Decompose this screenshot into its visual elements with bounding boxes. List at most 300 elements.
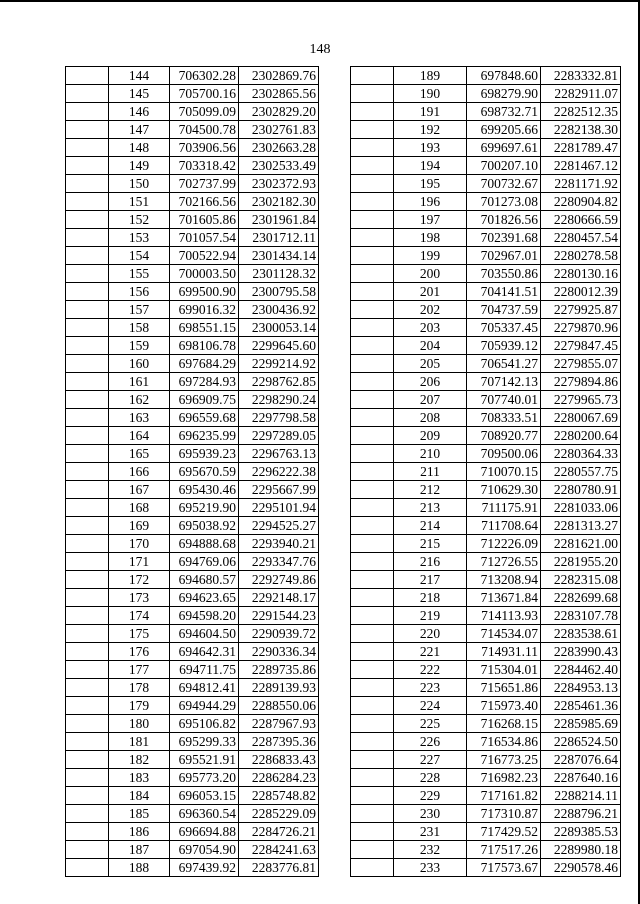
x-coordinate-cell: 698106.78 [170, 337, 239, 355]
x-coordinate-cell: 701057.54 [170, 229, 239, 247]
x-coordinate-cell: 694888.68 [170, 535, 239, 553]
y-coordinate-cell: 2285229.09 [239, 805, 319, 823]
blank-cell [351, 607, 394, 625]
blank-cell [351, 103, 394, 121]
x-coordinate-cell: 694642.31 [170, 643, 239, 661]
table-row [351, 841, 621, 859]
x-coordinate-cell: 699500.90 [170, 283, 239, 301]
point-number-cell: 181 [109, 733, 170, 751]
y-coordinate-cell: 2289735.86 [239, 661, 319, 679]
x-coordinate-cell: 695773.20 [170, 769, 239, 787]
point-number-cell: 178 [109, 679, 170, 697]
y-coordinate-cell: 2279855.07 [541, 355, 621, 373]
table-row [66, 247, 319, 265]
x-coordinate-cell: 702391.68 [467, 229, 541, 247]
point-number-cell: 233 [394, 859, 467, 877]
x-coordinate-cell: 697284.93 [170, 373, 239, 391]
blank-cell [351, 445, 394, 463]
blank-cell [66, 139, 109, 157]
blank-cell [66, 427, 109, 445]
point-number-cell: 161 [109, 373, 170, 391]
table-row [351, 427, 621, 445]
y-coordinate-cell: 2279965.73 [541, 391, 621, 409]
x-coordinate-cell: 714113.93 [467, 607, 541, 625]
point-number-cell: 212 [394, 481, 467, 499]
point-number-cell: 231 [394, 823, 467, 841]
point-number-cell: 201 [394, 283, 467, 301]
point-number-cell: 151 [109, 193, 170, 211]
point-number-cell: 153 [109, 229, 170, 247]
y-coordinate-cell: 2284462.40 [541, 661, 621, 679]
blank-cell [351, 733, 394, 751]
blank-cell [66, 859, 109, 877]
x-coordinate-cell: 694812.41 [170, 679, 239, 697]
table-row [351, 805, 621, 823]
x-coordinate-cell: 714534.07 [467, 625, 541, 643]
x-coordinate-cell: 714931.11 [467, 643, 541, 661]
point-number-cell: 169 [109, 517, 170, 535]
blank-cell [351, 589, 394, 607]
blank-cell [351, 319, 394, 337]
blank-cell [66, 85, 109, 103]
blank-cell [351, 859, 394, 877]
x-coordinate-cell: 699697.61 [467, 139, 541, 157]
y-coordinate-cell: 2289980.18 [541, 841, 621, 859]
blank-cell [66, 409, 109, 427]
blank-cell [351, 661, 394, 679]
y-coordinate-cell: 2290939.72 [239, 625, 319, 643]
x-coordinate-cell: 711708.64 [467, 517, 541, 535]
blank-cell [66, 625, 109, 643]
blank-cell [351, 553, 394, 571]
x-coordinate-cell: 694604.50 [170, 625, 239, 643]
point-number-cell: 211 [394, 463, 467, 481]
point-number-cell: 157 [109, 301, 170, 319]
x-coordinate-cell: 694711.75 [170, 661, 239, 679]
x-coordinate-cell: 695430.46 [170, 481, 239, 499]
x-coordinate-cell: 717429.52 [467, 823, 541, 841]
y-coordinate-cell: 2286833.43 [239, 751, 319, 769]
blank-cell [66, 733, 109, 751]
x-coordinate-cell: 704737.59 [467, 301, 541, 319]
point-number-cell: 220 [394, 625, 467, 643]
x-coordinate-cell: 696235.99 [170, 427, 239, 445]
blank-cell [351, 409, 394, 427]
x-coordinate-cell: 707740.01 [467, 391, 541, 409]
table-row [66, 355, 319, 373]
table-row [66, 625, 319, 643]
table-row [351, 625, 621, 643]
table-row [351, 265, 621, 283]
y-coordinate-cell: 2282138.30 [541, 121, 621, 139]
table-row [66, 571, 319, 589]
x-coordinate-cell: 716268.15 [467, 715, 541, 733]
point-number-cell: 163 [109, 409, 170, 427]
table-row [351, 499, 621, 517]
table-row [66, 823, 319, 841]
y-coordinate-cell: 2280557.75 [541, 463, 621, 481]
blank-cell [66, 103, 109, 121]
x-coordinate-cell: 705099.09 [170, 103, 239, 121]
blank-cell [66, 337, 109, 355]
x-coordinate-cell: 709500.06 [467, 445, 541, 463]
y-coordinate-cell: 2287967.93 [239, 715, 319, 733]
y-coordinate-cell: 2291544.23 [239, 607, 319, 625]
table-row [66, 859, 319, 877]
point-number-cell: 189 [394, 67, 467, 85]
point-number-cell: 224 [394, 697, 467, 715]
point-number-cell: 165 [109, 445, 170, 463]
x-coordinate-cell: 711175.91 [467, 499, 541, 517]
x-coordinate-cell: 701273.08 [467, 193, 541, 211]
point-number-cell: 204 [394, 337, 467, 355]
point-number-cell: 160 [109, 355, 170, 373]
table-row [66, 193, 319, 211]
blank-cell [351, 823, 394, 841]
point-number-cell: 186 [109, 823, 170, 841]
x-coordinate-cell: 703906.56 [170, 139, 239, 157]
table-row [66, 229, 319, 247]
table-row [351, 373, 621, 391]
blank-cell [66, 751, 109, 769]
blank-cell [66, 319, 109, 337]
blank-cell [351, 355, 394, 373]
table-row [351, 211, 621, 229]
y-coordinate-cell: 2300436.92 [239, 301, 319, 319]
point-number-cell: 203 [394, 319, 467, 337]
table-row [351, 733, 621, 751]
x-coordinate-cell: 694680.57 [170, 571, 239, 589]
point-number-cell: 185 [109, 805, 170, 823]
x-coordinate-cell: 696909.75 [170, 391, 239, 409]
x-coordinate-cell: 696053.15 [170, 787, 239, 805]
y-coordinate-cell: 2281171.92 [541, 175, 621, 193]
blank-cell [66, 589, 109, 607]
table-row [351, 391, 621, 409]
y-coordinate-cell: 2279925.87 [541, 301, 621, 319]
blank-cell [351, 211, 394, 229]
blank-cell [66, 697, 109, 715]
y-coordinate-cell: 2280278.58 [541, 247, 621, 265]
blank-cell [66, 517, 109, 535]
blank-cell [351, 337, 394, 355]
table-row [66, 661, 319, 679]
point-number-cell: 168 [109, 499, 170, 517]
point-number-cell: 227 [394, 751, 467, 769]
page-number: 148 [309, 42, 331, 57]
table-row [66, 391, 319, 409]
y-coordinate-cell: 2292749.86 [239, 571, 319, 589]
x-coordinate-cell: 697684.29 [170, 355, 239, 373]
x-coordinate-cell: 695670.59 [170, 463, 239, 481]
point-number-cell: 216 [394, 553, 467, 571]
y-coordinate-cell: 2283332.81 [541, 67, 621, 85]
table-row [351, 319, 621, 337]
y-coordinate-cell: 2281955.20 [541, 553, 621, 571]
blank-cell [351, 481, 394, 499]
y-coordinate-cell: 2281789.47 [541, 139, 621, 157]
table-row [351, 589, 621, 607]
x-coordinate-cell: 713208.94 [467, 571, 541, 589]
y-coordinate-cell: 2297289.05 [239, 427, 319, 445]
y-coordinate-cell: 2290578.46 [541, 859, 621, 877]
x-coordinate-cell: 706302.28 [170, 67, 239, 85]
x-coordinate-cell: 697054.90 [170, 841, 239, 859]
y-coordinate-cell: 2285461.36 [541, 697, 621, 715]
table-row [66, 499, 319, 517]
x-coordinate-cell: 706541.27 [467, 355, 541, 373]
table-row [351, 787, 621, 805]
x-coordinate-cell: 700732.67 [467, 175, 541, 193]
y-coordinate-cell: 2287640.16 [541, 769, 621, 787]
y-coordinate-cell: 2281033.06 [541, 499, 621, 517]
table-row [351, 463, 621, 481]
x-coordinate-cell: 701605.86 [170, 211, 239, 229]
x-coordinate-cell: 716773.25 [467, 751, 541, 769]
x-coordinate-cell: 695106.82 [170, 715, 239, 733]
table-row [66, 517, 319, 535]
blank-cell [66, 193, 109, 211]
table-row [66, 445, 319, 463]
y-coordinate-cell: 2280067.69 [541, 409, 621, 427]
point-number-cell: 154 [109, 247, 170, 265]
table-row [66, 589, 319, 607]
y-coordinate-cell: 2299645.60 [239, 337, 319, 355]
table-row [351, 337, 621, 355]
table-row [66, 283, 319, 301]
blank-cell [351, 67, 394, 85]
coordinate-table-left [65, 66, 319, 877]
x-coordinate-cell: 716534.86 [467, 733, 541, 751]
y-coordinate-cell: 2280130.16 [541, 265, 621, 283]
x-coordinate-cell: 717161.82 [467, 787, 541, 805]
point-number-cell: 179 [109, 697, 170, 715]
point-number-cell: 172 [109, 571, 170, 589]
table-row [351, 193, 621, 211]
blank-cell [66, 841, 109, 859]
blank-cell [66, 157, 109, 175]
point-number-cell: 194 [394, 157, 467, 175]
point-number-cell: 156 [109, 283, 170, 301]
x-coordinate-cell: 700207.10 [467, 157, 541, 175]
y-coordinate-cell: 2293940.21 [239, 535, 319, 553]
x-coordinate-cell: 702967.01 [467, 247, 541, 265]
point-number-cell: 149 [109, 157, 170, 175]
table-row [351, 103, 621, 121]
x-coordinate-cell: 700003.50 [170, 265, 239, 283]
x-coordinate-cell: 703550.86 [467, 265, 541, 283]
point-number-cell: 174 [109, 607, 170, 625]
y-coordinate-cell: 2282512.35 [541, 103, 621, 121]
point-number-cell: 193 [394, 139, 467, 157]
table-row [351, 409, 621, 427]
table-row [66, 463, 319, 481]
table-row [66, 751, 319, 769]
x-coordinate-cell: 705939.12 [467, 337, 541, 355]
y-coordinate-cell: 2282699.68 [541, 589, 621, 607]
blank-cell [66, 787, 109, 805]
x-coordinate-cell: 694944.29 [170, 697, 239, 715]
point-number-cell: 196 [394, 193, 467, 211]
point-number-cell: 190 [394, 85, 467, 103]
blank-cell [351, 679, 394, 697]
table-row [66, 139, 319, 157]
x-coordinate-cell: 695939.23 [170, 445, 239, 463]
y-coordinate-cell: 2280780.91 [541, 481, 621, 499]
table-row [351, 67, 621, 85]
point-number-cell: 226 [394, 733, 467, 751]
y-coordinate-cell: 2302869.76 [239, 67, 319, 85]
blank-cell [66, 175, 109, 193]
blank-cell [351, 391, 394, 409]
point-number-cell: 150 [109, 175, 170, 193]
y-coordinate-cell: 2288550.06 [239, 697, 319, 715]
point-number-cell: 176 [109, 643, 170, 661]
table-row [66, 679, 319, 697]
table-row [66, 301, 319, 319]
x-coordinate-cell: 701826.56 [467, 211, 541, 229]
blank-cell [66, 535, 109, 553]
point-number-cell: 173 [109, 589, 170, 607]
table-row [351, 301, 621, 319]
blank-cell [66, 553, 109, 571]
x-coordinate-cell: 707142.13 [467, 373, 541, 391]
blank-cell [66, 301, 109, 319]
x-coordinate-cell: 695299.33 [170, 733, 239, 751]
y-coordinate-cell: 2290336.34 [239, 643, 319, 661]
x-coordinate-cell: 695219.90 [170, 499, 239, 517]
y-coordinate-cell: 2283107.78 [541, 607, 621, 625]
table-row [66, 715, 319, 733]
y-coordinate-cell: 2282911.07 [541, 85, 621, 103]
y-coordinate-cell: 2281467.12 [541, 157, 621, 175]
blank-cell [351, 301, 394, 319]
point-number-cell: 225 [394, 715, 467, 733]
blank-cell [351, 751, 394, 769]
table-row [66, 211, 319, 229]
table-row [66, 175, 319, 193]
blank-cell [351, 193, 394, 211]
table-row [351, 355, 621, 373]
point-number-cell: 200 [394, 265, 467, 283]
table-row [351, 445, 621, 463]
point-number-cell: 210 [394, 445, 467, 463]
y-coordinate-cell: 2288796.21 [541, 805, 621, 823]
top-border-line [0, 0, 640, 2]
blank-cell [66, 607, 109, 625]
table-row [351, 715, 621, 733]
x-coordinate-cell: 712726.55 [467, 553, 541, 571]
x-coordinate-cell: 702737.99 [170, 175, 239, 193]
blank-cell [66, 661, 109, 679]
x-coordinate-cell: 704141.51 [467, 283, 541, 301]
point-number-cell: 223 [394, 679, 467, 697]
table-row [351, 229, 621, 247]
x-coordinate-cell: 695038.92 [170, 517, 239, 535]
point-number-cell: 202 [394, 301, 467, 319]
table-row [66, 697, 319, 715]
x-coordinate-cell: 705700.16 [170, 85, 239, 103]
point-number-cell: 214 [394, 517, 467, 535]
table-row [351, 643, 621, 661]
y-coordinate-cell: 2286284.23 [239, 769, 319, 787]
y-coordinate-cell: 2297798.58 [239, 409, 319, 427]
y-coordinate-cell: 2295101.94 [239, 499, 319, 517]
table-row [66, 85, 319, 103]
x-coordinate-cell: 698551.15 [170, 319, 239, 337]
point-number-cell: 164 [109, 427, 170, 445]
blank-cell [351, 805, 394, 823]
table-body-left [66, 67, 319, 877]
blank-cell [66, 121, 109, 139]
point-number-cell: 167 [109, 481, 170, 499]
point-number-cell: 171 [109, 553, 170, 571]
point-number-cell: 213 [394, 499, 467, 517]
x-coordinate-cell: 705337.45 [467, 319, 541, 337]
table-row [66, 121, 319, 139]
blank-cell [351, 787, 394, 805]
y-coordinate-cell: 2284241.63 [239, 841, 319, 859]
y-coordinate-cell: 2298762.85 [239, 373, 319, 391]
x-coordinate-cell: 699016.32 [170, 301, 239, 319]
y-coordinate-cell: 2286524.50 [541, 733, 621, 751]
table-row [66, 643, 319, 661]
table-row [351, 769, 621, 787]
y-coordinate-cell: 2294525.27 [239, 517, 319, 535]
y-coordinate-cell: 2293347.76 [239, 553, 319, 571]
y-coordinate-cell: 2302865.56 [239, 85, 319, 103]
table-body-right [351, 67, 621, 877]
blank-cell [351, 265, 394, 283]
y-coordinate-cell: 2302663.28 [239, 139, 319, 157]
blank-cell [351, 841, 394, 859]
y-coordinate-cell: 2283776.81 [239, 859, 319, 877]
blank-cell [66, 481, 109, 499]
point-number-cell: 218 [394, 589, 467, 607]
point-number-cell: 183 [109, 769, 170, 787]
y-coordinate-cell: 2301434.14 [239, 247, 319, 265]
blank-cell [351, 499, 394, 517]
table-row [66, 409, 319, 427]
table-row [66, 607, 319, 625]
table-row [351, 607, 621, 625]
x-coordinate-cell: 700522.94 [170, 247, 239, 265]
table-row [351, 697, 621, 715]
blank-cell [351, 139, 394, 157]
table-row [66, 769, 319, 787]
x-coordinate-cell: 712226.09 [467, 535, 541, 553]
point-number-cell: 228 [394, 769, 467, 787]
point-number-cell: 215 [394, 535, 467, 553]
table-row [351, 751, 621, 769]
point-number-cell: 145 [109, 85, 170, 103]
point-number-cell: 207 [394, 391, 467, 409]
table-row [351, 553, 621, 571]
y-coordinate-cell: 2284953.13 [541, 679, 621, 697]
blank-cell [351, 769, 394, 787]
blank-cell [66, 571, 109, 589]
y-coordinate-cell: 2282315.08 [541, 571, 621, 589]
table-row [351, 85, 621, 103]
blank-cell [351, 175, 394, 193]
x-coordinate-cell: 694598.20 [170, 607, 239, 625]
blank-cell [351, 283, 394, 301]
point-number-cell: 208 [394, 409, 467, 427]
y-coordinate-cell: 2299214.92 [239, 355, 319, 373]
point-number-cell: 170 [109, 535, 170, 553]
table-row [66, 337, 319, 355]
x-coordinate-cell: 717573.67 [467, 859, 541, 877]
